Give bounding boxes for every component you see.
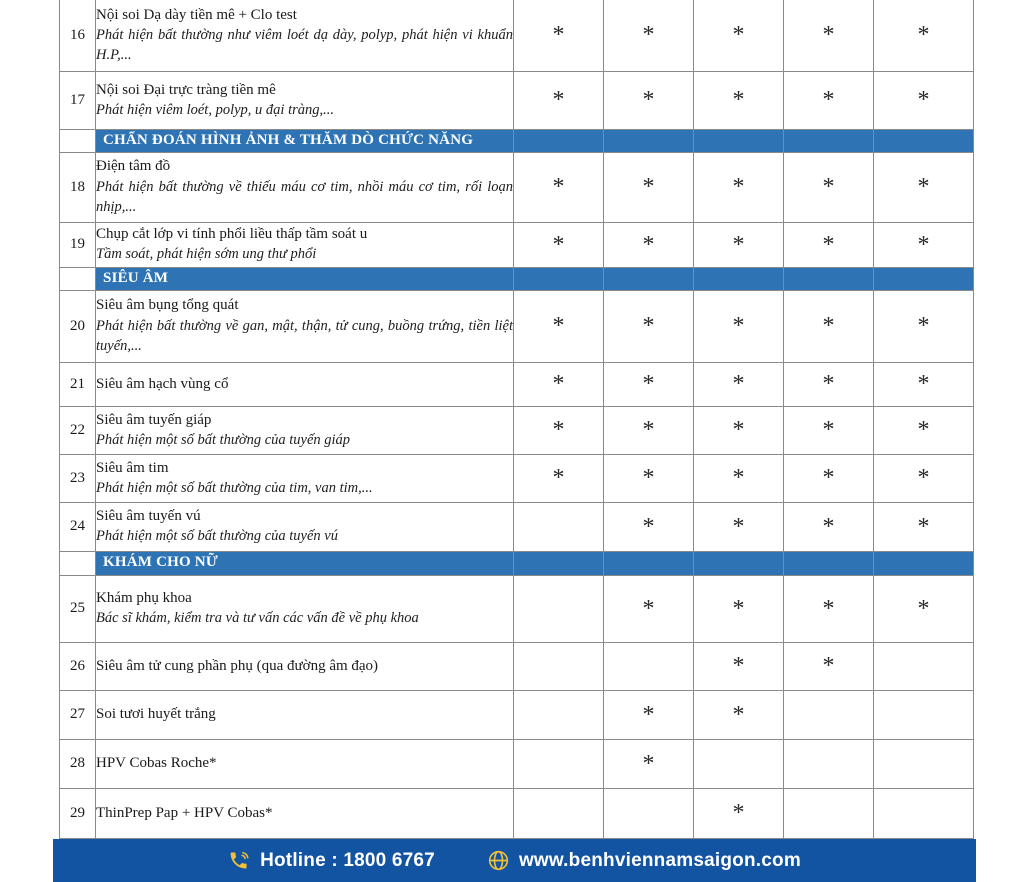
table-row [60, 502, 974, 551]
package-mark: * [514, 0, 604, 71]
table-row [60, 454, 974, 502]
service-title: Soi tươi huyết trắng [96, 706, 216, 723]
service-cell [96, 222, 514, 267]
package-mark: * [874, 71, 974, 129]
package-mark [784, 788, 874, 838]
section-title: KHÁM CHO NỮ [96, 551, 514, 575]
row-number [60, 267, 96, 290]
package-mark: * [694, 0, 784, 71]
service-title: ThinPrep Pap + HPV Cobas* [96, 804, 273, 821]
package-mark [874, 642, 974, 690]
section-cell [874, 129, 974, 152]
service-subtitle: Tầm soát, phát hiện sớm ung thư phổi [96, 246, 317, 263]
package-mark: * [604, 690, 694, 739]
package-mark [514, 642, 604, 690]
row-number: 24 [60, 502, 96, 551]
service-subtitle: Phát hiện một số bất thường của tuyến giáp [96, 431, 351, 448]
service-title: Nội soi Dạ dày tiền mê + Clo test [96, 6, 297, 23]
website-text: www.benhviennamsaigon.com [518, 849, 801, 871]
package-mark: * [694, 362, 784, 406]
package-mark: * [784, 406, 874, 454]
package-mark: * [694, 406, 784, 454]
row-number: 18 [60, 152, 96, 222]
package-mark [694, 739, 784, 788]
package-mark: * [784, 575, 874, 642]
package-mark: * [604, 362, 694, 406]
package-mark: * [514, 406, 604, 454]
row-number: 28 [60, 739, 96, 788]
package-mark: * [514, 222, 604, 267]
service-title: Siêu âm tuyến vú [96, 508, 201, 525]
package-mark: * [694, 642, 784, 690]
package-mark: * [604, 222, 694, 267]
service-cell [96, 788, 514, 838]
package-mark: * [694, 788, 784, 838]
service-cell [96, 454, 514, 502]
package-mark: * [874, 0, 974, 71]
package-mark: * [604, 739, 694, 788]
service-cell [96, 502, 514, 551]
package-mark: * [604, 290, 694, 362]
package-mark: * [514, 152, 604, 222]
service-title: Siêu âm tử cung phần phụ (qua đường âm đạo) [96, 657, 379, 674]
phone-icon [228, 849, 251, 872]
package-mark: * [784, 290, 874, 362]
package-mark: * [694, 152, 784, 222]
table-row [60, 406, 974, 454]
row-number: 19 [60, 222, 96, 267]
package-mark: * [694, 222, 784, 267]
service-subtitle: Phát hiện bất thường về thiếu máu cơ tim, nhồi máu cơ tim, rối loạn nhịp,... [96, 178, 513, 216]
package-mark: * [604, 575, 694, 642]
service-title: Chụp cắt lớp vi tính phổi liều thấp tầm soát u [96, 226, 368, 243]
section-cell [604, 267, 694, 290]
service-cell [96, 362, 514, 406]
service-cell [96, 290, 514, 362]
package-mark: * [874, 406, 974, 454]
service-cell [96, 152, 514, 222]
service-cell [96, 0, 514, 71]
package-mark: * [874, 152, 974, 222]
row-number: 25 [60, 575, 96, 642]
service-cell [96, 575, 514, 642]
service-subtitle: Bác sĩ khám, kiểm tra và tư vấn các vấn đề về phụ khoa [96, 610, 419, 627]
package-mark: * [784, 222, 874, 267]
section-title: SIÊU ÂM [96, 267, 514, 290]
table-row [60, 71, 974, 129]
globe-icon [487, 849, 510, 872]
package-mark: * [514, 290, 604, 362]
service-subtitle: Phát hiện một số bất thường của tim, van tim,... [96, 479, 373, 496]
package-mark: * [874, 222, 974, 267]
package-mark: * [874, 362, 974, 406]
section-cell [874, 267, 974, 290]
package-mark: * [784, 0, 874, 71]
service-title: Siêu âm hạch vùng cổ [96, 375, 229, 392]
package-mark: * [604, 454, 694, 502]
row-number [60, 551, 96, 575]
service-title: HPV Cobas Roche* [96, 755, 217, 772]
package-mark [874, 739, 974, 788]
section-row [60, 551, 974, 575]
section-row [60, 267, 974, 290]
package-mark: * [874, 575, 974, 642]
package-mark: * [784, 454, 874, 502]
table-row [60, 788, 974, 838]
website-group [487, 849, 801, 872]
hotline-group [228, 849, 435, 872]
package-mark: * [784, 152, 874, 222]
package-mark: * [694, 454, 784, 502]
section-cell [604, 551, 694, 575]
service-cell [96, 690, 514, 739]
section-cell [784, 129, 874, 152]
section-cell [514, 129, 604, 152]
service-cell [96, 406, 514, 454]
table-row [60, 362, 974, 406]
package-mark: * [694, 71, 784, 129]
section-cell [874, 551, 974, 575]
package-mark: * [514, 454, 604, 502]
package-mark: * [874, 454, 974, 502]
section-cell [694, 267, 784, 290]
service-subtitle: Phát hiện một số bất thường của tuyến vú [96, 528, 338, 545]
table-row [60, 0, 974, 71]
table-row [60, 222, 974, 267]
package-mark [784, 739, 874, 788]
package-mark: * [514, 362, 604, 406]
service-cell [96, 71, 514, 129]
row-number: 23 [60, 454, 96, 502]
package-mark: * [604, 152, 694, 222]
service-title: Siêu âm tim [96, 459, 169, 476]
package-mark [514, 502, 604, 551]
package-mark: * [694, 290, 784, 362]
section-cell [694, 129, 784, 152]
package-mark: * [604, 502, 694, 551]
row-number: 17 [60, 71, 96, 129]
service-title: Nội soi Đại trực tràng tiền mê [96, 81, 276, 98]
package-mark: * [784, 362, 874, 406]
package-mark [514, 739, 604, 788]
row-number: 20 [60, 290, 96, 362]
package-mark [604, 642, 694, 690]
service-subtitle: Phát hiện bất thường về gan, mật, thận, tử cung, buồng trứng, tiền liệt tuyến,... [96, 317, 513, 355]
section-row [60, 129, 974, 152]
table-row [60, 152, 974, 222]
table-row [60, 575, 974, 642]
package-mark: * [694, 575, 784, 642]
package-mark: * [784, 71, 874, 129]
section-cell [514, 267, 604, 290]
row-number: 16 [60, 0, 96, 71]
row-number: 29 [60, 788, 96, 838]
row-number: 22 [60, 406, 96, 454]
section-cell [514, 551, 604, 575]
footer-bar [53, 839, 976, 882]
table-row [60, 290, 974, 362]
package-mark [784, 690, 874, 739]
checkup-package-table [59, 0, 974, 839]
package-mark [514, 690, 604, 739]
package-mark: * [784, 502, 874, 551]
service-subtitle: Phát hiện bất thường như viêm loét dạ dày, polyp, phát hiện vi khuẩn H.P,... [96, 26, 513, 64]
package-mark: * [604, 71, 694, 129]
row-number: 27 [60, 690, 96, 739]
package-mark [604, 788, 694, 838]
package-mark: * [604, 406, 694, 454]
service-cell [96, 642, 514, 690]
row-number: 21 [60, 362, 96, 406]
service-title: Siêu âm tuyến giáp [96, 411, 212, 428]
table-row [60, 739, 974, 788]
package-mark [874, 690, 974, 739]
row-number: 26 [60, 642, 96, 690]
package-mark: * [604, 0, 694, 71]
package-mark: * [874, 502, 974, 551]
service-cell [96, 739, 514, 788]
service-title: Điện tâm đồ [96, 158, 171, 175]
section-cell [604, 129, 694, 152]
section-cell [694, 551, 784, 575]
package-mark: * [694, 690, 784, 739]
package-mark: * [514, 71, 604, 129]
package-mark [874, 788, 974, 838]
package-mark [514, 575, 604, 642]
service-title: Siêu âm bụng tổng quát [96, 297, 239, 314]
package-mark: * [874, 290, 974, 362]
hotline-text: Hotline : 1800 6767 [260, 849, 435, 871]
package-mark: * [784, 642, 874, 690]
section-title: CHẨN ĐOÁN HÌNH ẢNH & THĂM DÒ CHỨC NĂNG [96, 129, 514, 152]
section-cell [784, 267, 874, 290]
package-mark: * [694, 502, 784, 551]
section-cell [784, 551, 874, 575]
service-subtitle: Phát hiện viêm loét, polyp, u đại tràng,... [96, 101, 335, 118]
table-row [60, 642, 974, 690]
package-mark [514, 788, 604, 838]
row-number [60, 129, 96, 152]
service-title: Khám phụ khoa [96, 590, 192, 607]
table-row [60, 690, 974, 739]
